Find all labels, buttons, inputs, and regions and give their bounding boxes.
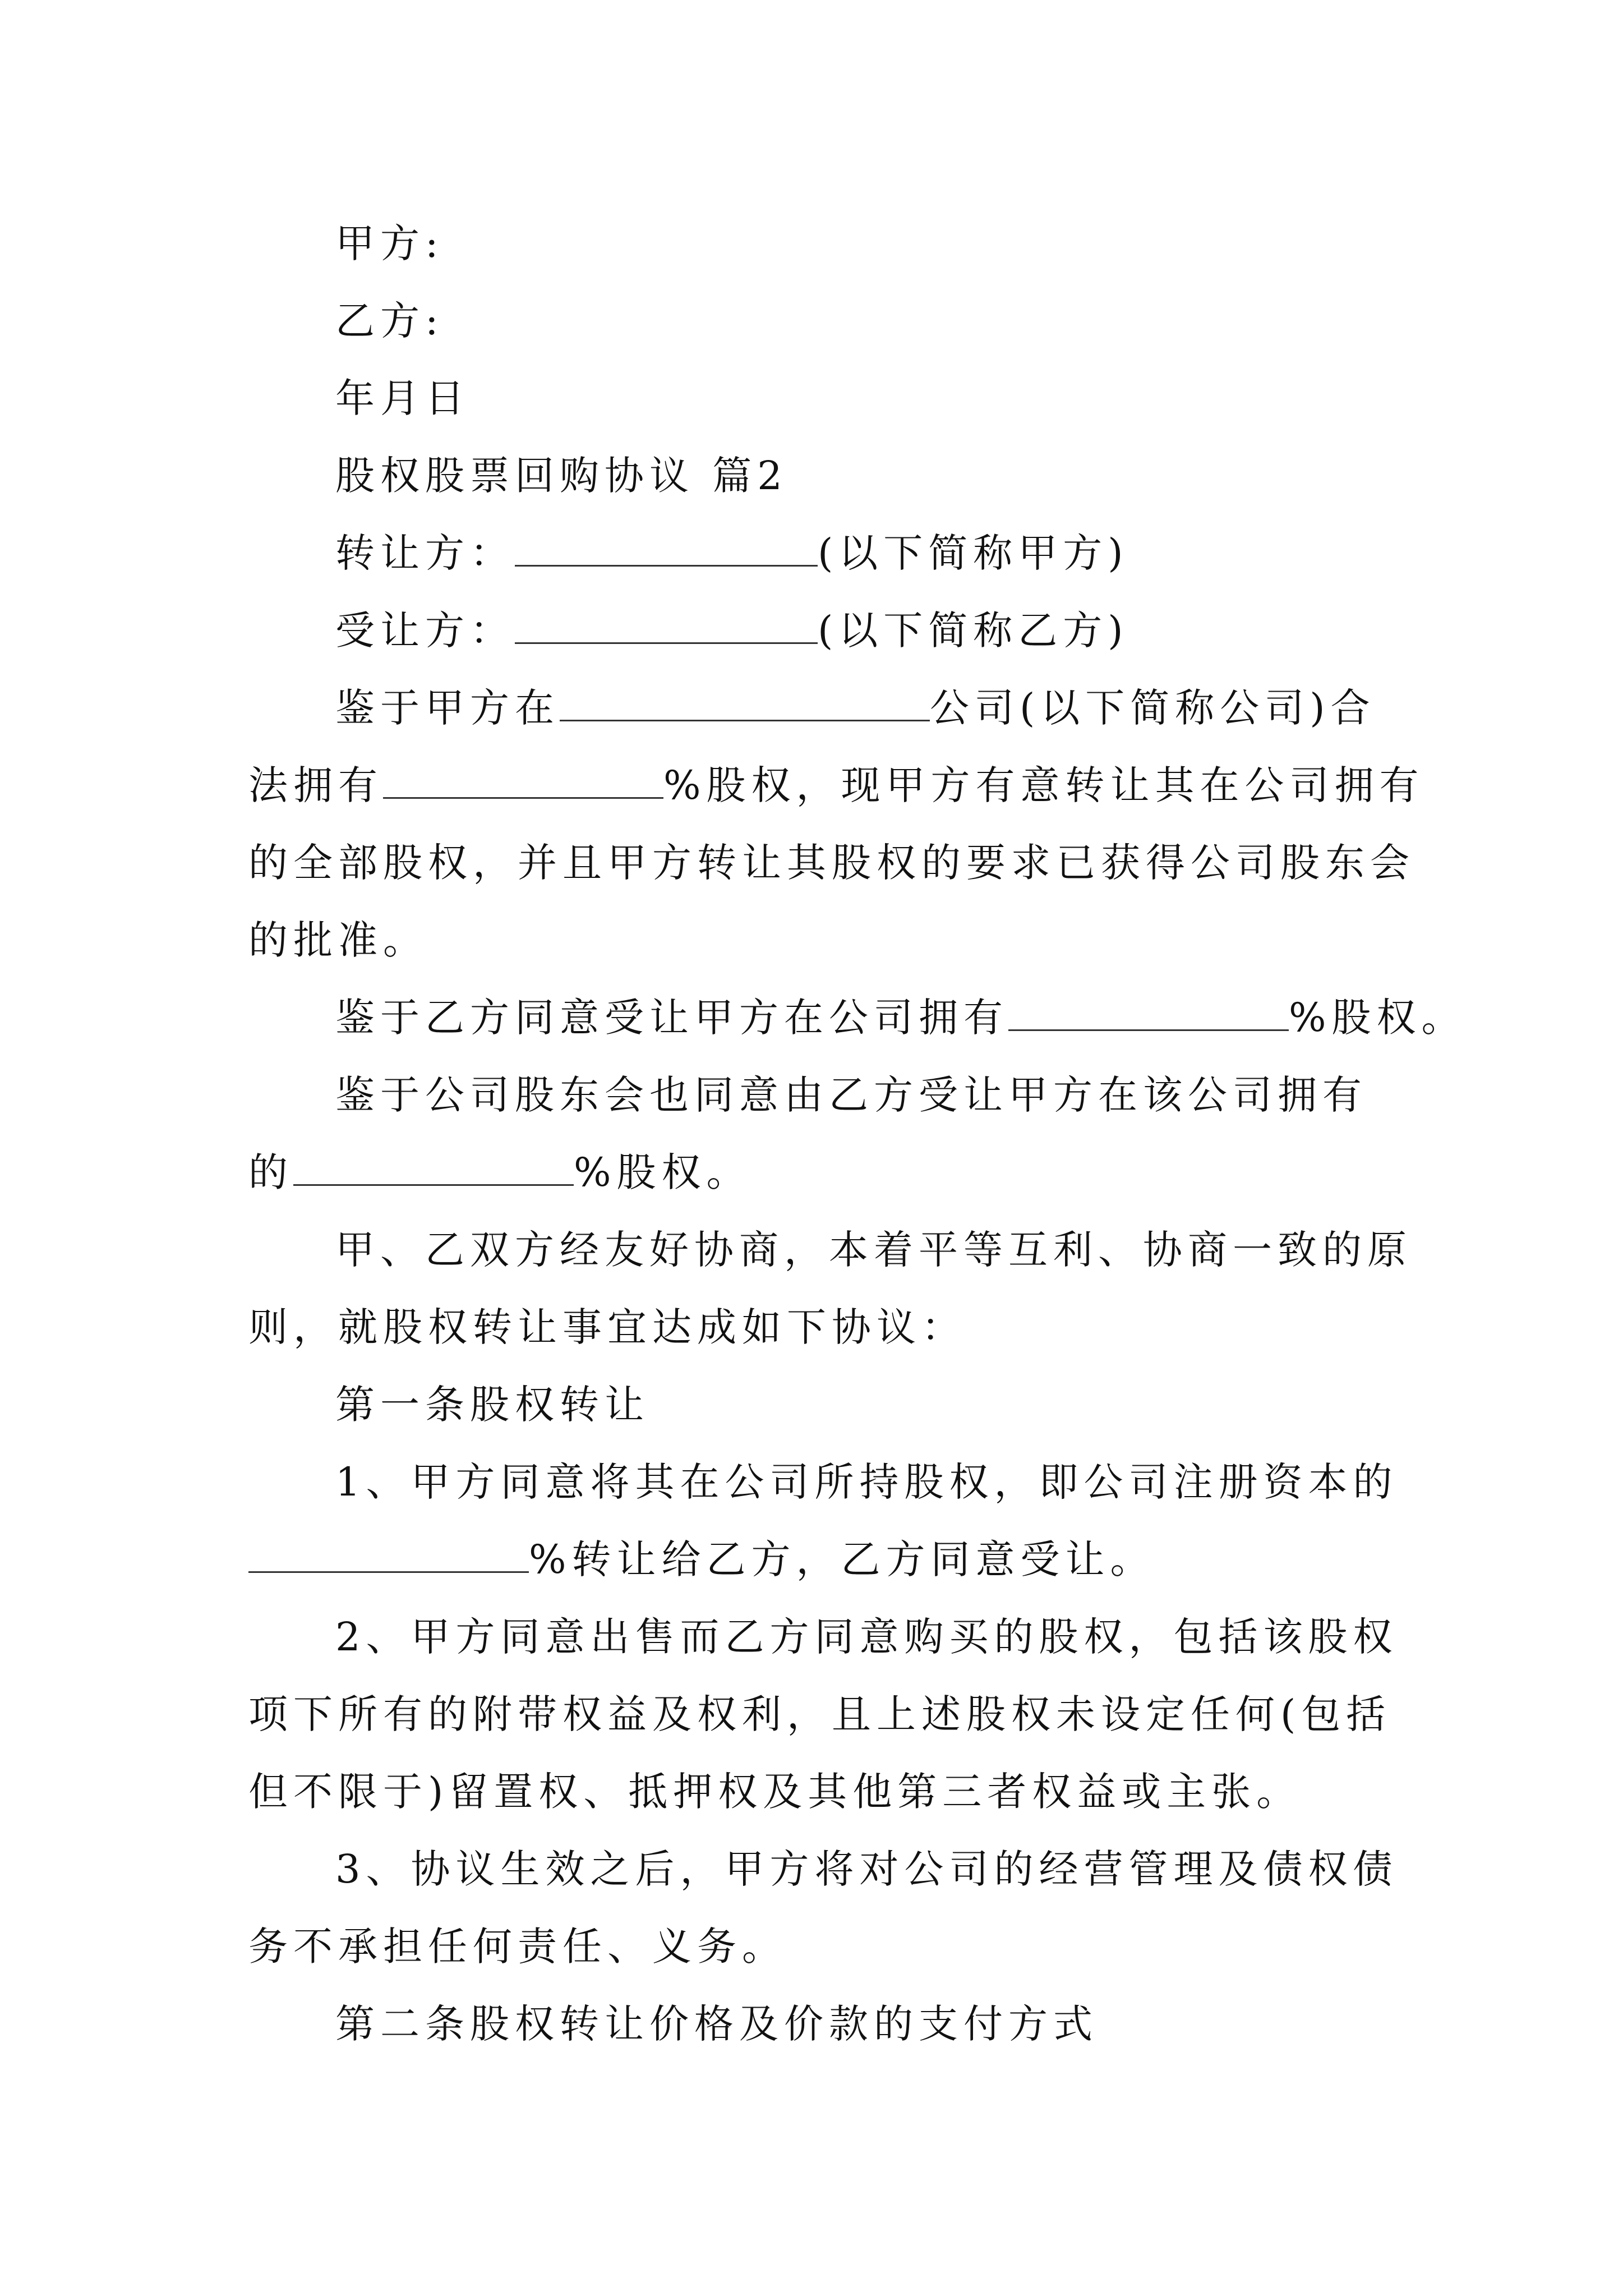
whereas-1-text-c: 法拥有 [248,762,383,808]
share-percent-blank-4 [248,1539,529,1573]
clause-3-line-1: 3、协议生效之后，甲方将对公司的经营管理及债权债 [335,1846,1398,1892]
clause-2-line-3: 但不限于)留置权、抵押权及其他第三者权益或主张。 [248,1769,1302,1815]
article-1-title: 第一条股权转让 [335,1382,649,1428]
whereas-3-line-1: 鉴于公司股东会也同意由乙方受让甲方在该公司拥有 [335,1072,1367,1118]
share-percent-blank-3 [293,1152,574,1186]
signature-party-a: 甲方: [335,220,444,266]
signature-party-b: 乙方: [335,298,444,344]
section-heading: 股权股票回购协议 篇2 [335,453,788,499]
clause-2-line-2: 项下所有的附带权益及权利，且上述股权未设定任何(包括 [248,1691,1391,1737]
clause-1-text: %转让给乙方，乙方同意受让。 [529,1536,1155,1582]
clause-3-line-2: 务不承担任何责任、义务。 [248,1924,787,1970]
whereas-1-line-1 [248,669,1387,747]
signature-date: 年月日 [335,375,470,421]
article-2-title: 第二条股权转让价格及价款的支付方式 [335,2001,1098,2047]
transferor-suffix: (以下简称甲方) [818,530,1129,576]
transferor-line [248,514,1387,592]
transferor-blank [515,532,818,567]
whereas-1-text-b: 公司(以下简称公司)合 [930,685,1376,731]
preamble-line-1: 甲、乙双方经友好协商，本着平等互利、协商一致的原 [335,1227,1412,1273]
transferor-label: 转让方： [335,530,515,576]
share-percent-blank-2 [1008,997,1289,1031]
transferee-label: 受让方： [335,608,515,654]
whereas-3-line-2 [248,1134,1387,1211]
whereas-1-line-2 [248,747,1424,824]
transferee-blank [515,610,818,644]
whereas-2-text-a: 鉴于乙方同意受让甲方在公司拥有 [335,995,1008,1041]
clause-1-line-2 [248,1521,1387,1598]
transferee-line [248,592,1387,669]
whereas-1-text-d: %股权，现甲方有意转让其在公司拥有 [663,762,1424,808]
preamble-line-2: 则，就股权转让事宜达成如下协议： [248,1304,966,1350]
whereas-2-line [248,979,1467,1056]
whereas-3-text-a: 的 [248,1149,293,1195]
share-percent-blank-1 [383,765,663,799]
whereas-1-text-a: 鉴于甲方在 [335,685,560,731]
whereas-1-line-4: 的批准。 [248,917,428,963]
clause-2-line-1: 2、甲方同意出售而乙方同意购买的股权，包括该股权 [335,1614,1398,1660]
transferee-suffix: (以下简称乙方) [818,608,1129,654]
company-name-blank [560,687,930,721]
whereas-1-line-3: 的全部股权，并且甲方转让其股权的要求已获得公司股东会 [248,840,1415,886]
clause-1-line-1: 1、甲方同意将其在公司所持股权，即公司注册资本的 [335,1459,1398,1505]
whereas-2-text-b: %股权。 [1289,995,1467,1041]
document-body [248,205,1467,2063]
whereas-3-text-b: %股权。 [574,1149,751,1195]
